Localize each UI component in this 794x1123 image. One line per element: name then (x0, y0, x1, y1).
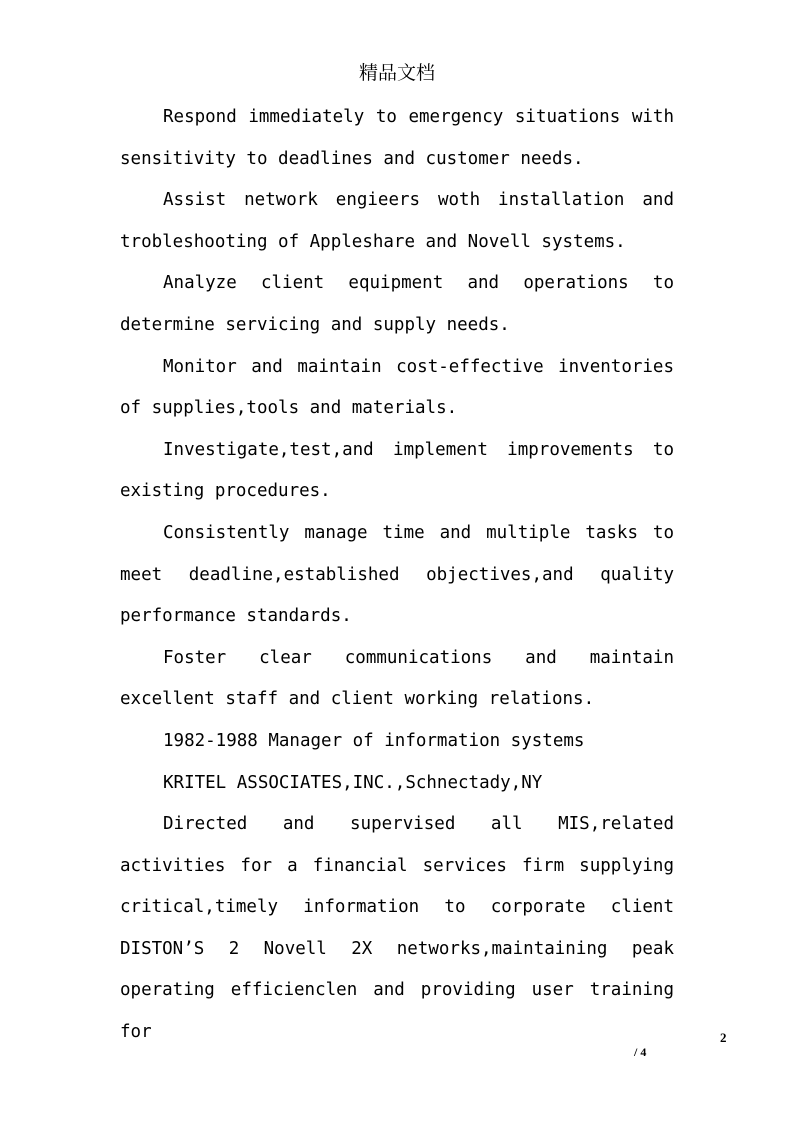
document-body (120, 97, 674, 1054)
paragraph-company: KRITEL ASSOCIATES,INC.,Schnectady,NY (163, 772, 543, 793)
page-number: 2 (720, 1030, 727, 1045)
paragraph-investigate: Investigate,test,and implement improvements to existing procedures. (120, 439, 674, 502)
paragraph-respond: Respond immediately to emergency situations with sensitivity to deadlines and customer needs. (120, 107, 674, 169)
paragraph-assist: Assist network engieers woth installation and trobleshooting of Appleshare and Novell systems. (120, 190, 674, 252)
paragraph-consistently: Consistently manage time and multiple tasks to meet deadline,established objectives,and quality performance standards. (120, 522, 674, 627)
paragraph-directed: Directed and supervised all MIS,related activities for a financial services firm supplying critical,timely information to corporate client DISTON’S 2 Novell 2X networks,maintaining peak operating efficienclen and providing user training for (120, 814, 674, 1043)
paragraph-job-title: 1982-1988 Manager of information systems (163, 730, 585, 751)
page-header-title: 精品文档 (358, 62, 435, 84)
paragraph-foster: Foster clear communications and maintain excellent staff and client working relations. (120, 647, 674, 710)
page-total: / 4 (634, 1045, 647, 1059)
paragraph-monitor: Monitor and maintain cost-effective inventories of supplies,tools and materials. (120, 356, 674, 419)
paragraph-analyze: Analyze client equipment and operations to determine servicing and supply needs. (120, 273, 674, 335)
